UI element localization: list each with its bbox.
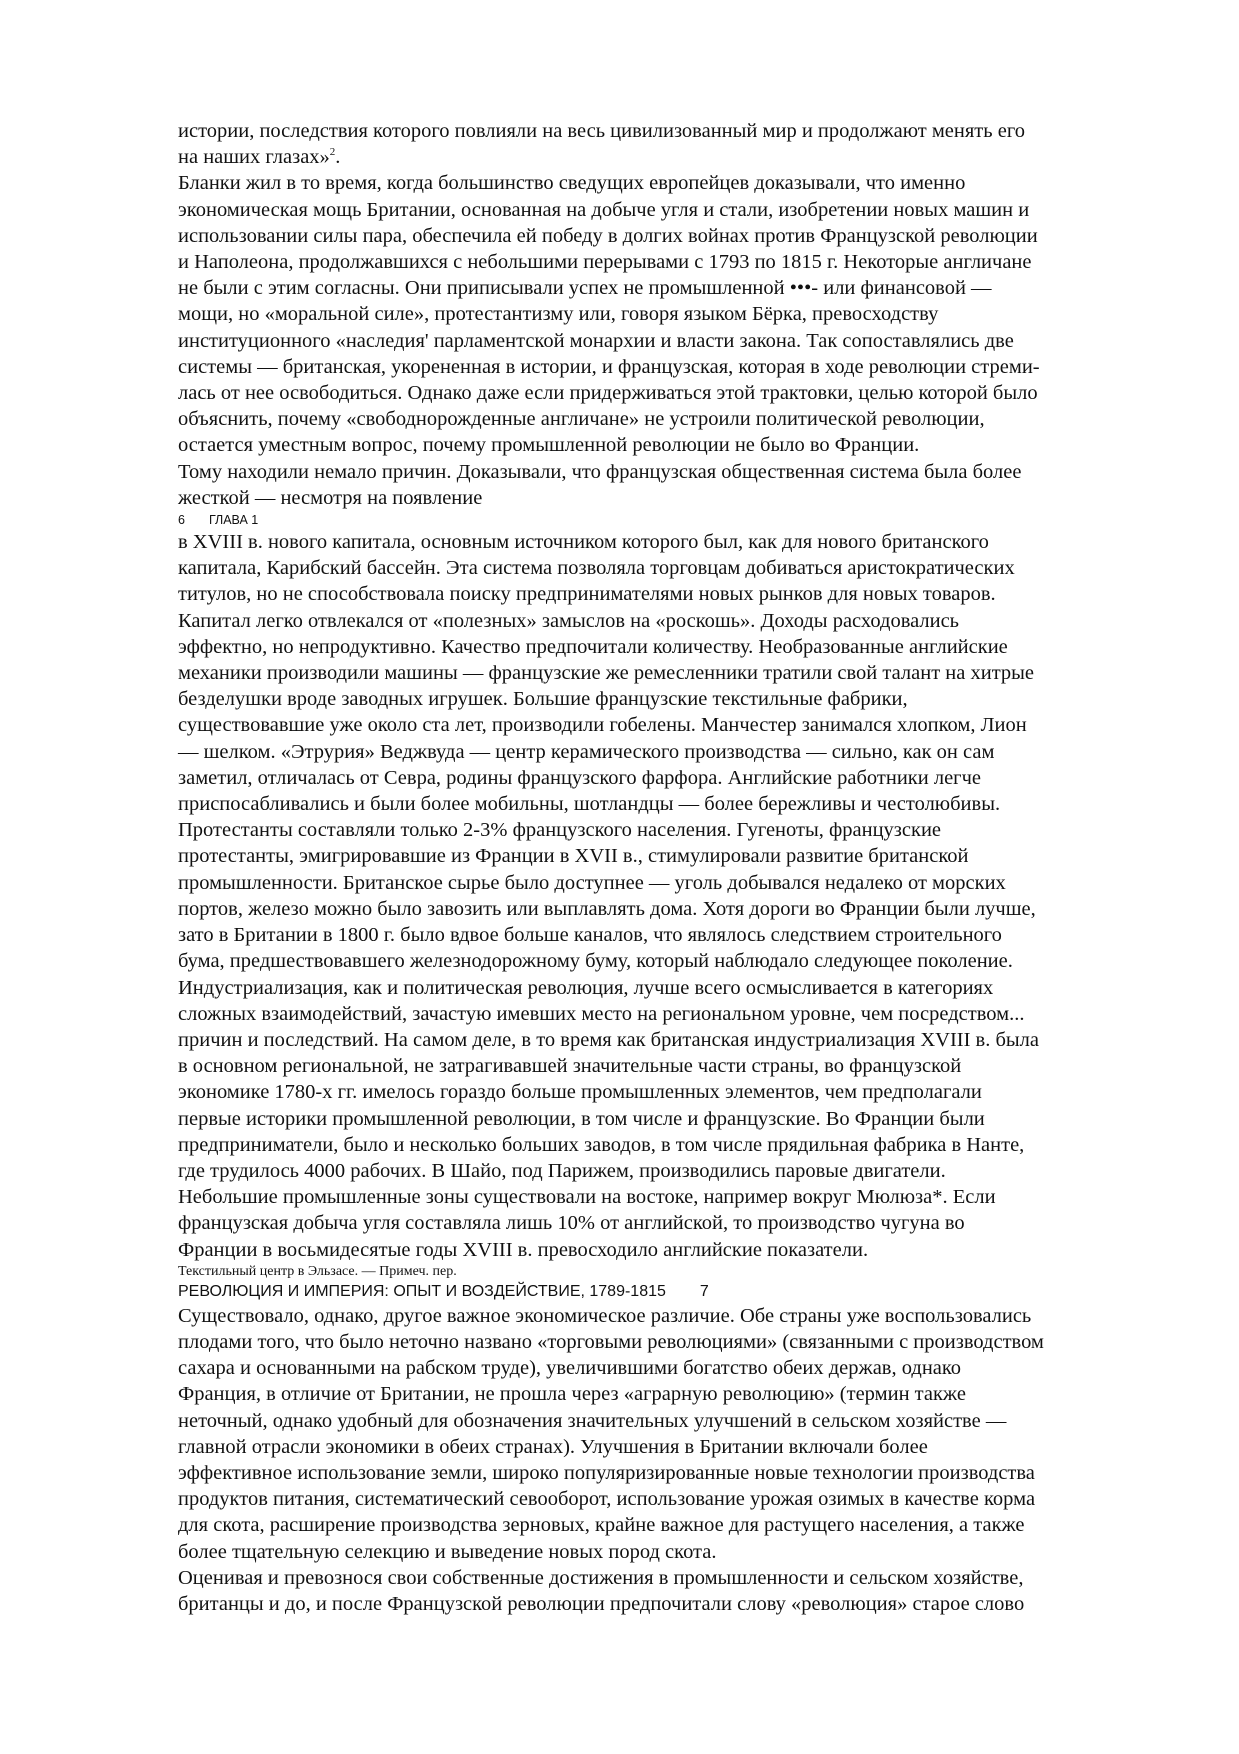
text-line: Существовало, однако, другое важное экономическое различие. Обе страны уже воспользовались: [178, 1304, 1032, 1327]
text-line: Небольшие промышленные зоны существовали на востоке, например вокруг Мюлюза*. Если: [178, 1186, 996, 1209]
text-line: эффективное использование земли, широко популяризированные новые технологии производства: [178, 1461, 1035, 1484]
text-line: бума, предшествовавшего железнодорожному буму, который наблюдало следующее поколение.: [178, 950, 1013, 973]
text-fragment: .: [335, 146, 341, 169]
text-line: французская добыча угля составляла лишь 10% от английской, то производство чугуна во: [178, 1212, 965, 1235]
text-line: остается уместным вопрос, почему промышленной революции не было во Франции.: [178, 434, 920, 457]
text-line: более тщательную селекцию и выведение новых пород скота.: [178, 1540, 717, 1563]
paragraph-achievements: [178, 1565, 1158, 1617]
text-line: Оценивая и превознося свои собственные достижения в промышленности и сельском хозяйстве,: [178, 1566, 1024, 1589]
paragraph-capital: [178, 529, 1158, 1263]
running-head-left: [178, 511, 1158, 529]
text-line: — шелком. «Этрурия» Веджвуда — центр керамического производства — сильно, как он сам: [178, 740, 995, 763]
text-line: капитала, Карибский бассейн. Эта система позволяла торговцам добиваться аристократических: [178, 557, 1015, 580]
text-line: плодами того, что было неточно названо «торговыми революциями» (связанными с производством: [178, 1330, 1044, 1353]
text-line: портов, железо можно было завозить или выплавлять дома. Хотя дороги во Франции были лучше,: [178, 897, 1036, 920]
text-line: первые историки промышленной революции, в том числе и французские. Во Франции были: [178, 1107, 985, 1130]
text-line: сложных взаимодействий, зачастую имевших место на региональном уровне, чем посредством...: [178, 1002, 1025, 1025]
text-line: Франция, в отличие от Британии, не прошла через «аграрную революцию» (термин также: [178, 1383, 966, 1406]
text-line: Франции в восьмидесятые годы XVIII в. превосходило английские показатели.: [178, 1238, 869, 1261]
text-line: предприниматели, было и несколько больших заводов, в том числе прядильная фабрика в Нанте,: [178, 1133, 1025, 1156]
text-line: приспосабливались и были более мобильны, шотландцы — более бережливы и честолюбивы.: [178, 793, 1001, 816]
paragraph-opening: [178, 118, 1158, 170]
text-line: британцы и до, и после Французской революции предпочитали слову «революция» старое слово: [178, 1592, 1025, 1615]
page-number: 7: [699, 1282, 709, 1300]
paragraph-reasons: [178, 459, 1158, 511]
footnote-ref: 2: [329, 146, 336, 159]
text-line: системы — британская, укорененная в истории, и французская, которая в ходе революции стреми-: [178, 355, 1040, 378]
paragraph-blanqui: [178, 170, 1158, 458]
text-line: причин и последствий. На самом деле, в то время как британская индустриализация XVIII в. была: [178, 1028, 1040, 1051]
text-line: [178, 144, 1158, 170]
text-line: Тому находили немало причин. Доказывали, что французская общественная система была более: [178, 460, 1022, 483]
text-line: Протестанты составляли только 2-3% французского населения. Гугеноты, французские: [178, 819, 942, 842]
text-line: экономике 1780-х гг. имелось гораздо больше промышленных элементов, чем предполагали: [178, 1081, 982, 1104]
text-line: лась от нее освободиться. Однако даже если придерживаться этой трактовки, целью которой было: [178, 382, 1038, 405]
text-line: и Наполеона, продолжавшихся с небольшими перерывами с 1793 по 1815 г. Некоторые англичане: [178, 251, 1032, 274]
text-line: Капитал легко отвлекался от «полезных» замыслов на «роскошь». Доходы расходовались: [178, 609, 960, 632]
text-line: существовавшие уже около ста лет, производили гобелены. Манчестер занимался хлопком, Лион: [178, 714, 1027, 737]
paragraph-agrarian: [178, 1303, 1158, 1565]
text-line: титулов, но не способствовала поиску предпринимателями новых рынков для новых товаров.: [178, 583, 996, 606]
text-line: экономическая мощь Британии, основанная на добыче угля и стали, изобретении новых машин и: [178, 198, 1030, 221]
text-line: жесткой — несмотря на появление: [178, 486, 483, 509]
running-head-right: [178, 1281, 1158, 1303]
text-line: сахара и основанными на рабском труде), увеличившими богатство обеих держав, однако: [178, 1357, 962, 1380]
text-line: безделушки вроде заводных игрушек. Большие французские текстильные фабрики,: [178, 688, 908, 711]
chapter-title: ГЛАВА 1: [208, 513, 259, 528]
footnote: Текстильный центр в Эльзасе. — Примеч. пер.: [178, 1263, 457, 1279]
text-line: продуктов питания, систематический севооборот, использование урожая озимых в качестве корма: [178, 1488, 1036, 1511]
text-line: использовании силы пара, обеспечила ей победу в долгих войнах против Французской революции: [178, 224, 1038, 247]
text-line: где трудилось 4000 рабочих. В Шайо, под Парижем, производились паровые двигатели.: [178, 1159, 946, 1182]
text-line: неточный, однако удобный для обозначения значительных улучшений в сельском хозяйстве —: [178, 1409, 1007, 1432]
text-line: протестанты, эмигрировавшие из Франции в XVII в., стимулировали развитие британской: [178, 845, 969, 868]
text-line: зато в Британии в 1800 г. было вдвое больше каналов, что являлось следствием строительного: [178, 924, 1002, 947]
text-line: не были с этим согласны. Они приписывали успех не промышленной •••- или финансовой —: [178, 277, 992, 300]
text-line: главной отрасли экономики в обеих странах). Улучшения в Британии включали более: [178, 1435, 928, 1458]
text-line: мощи, но «моральной силе», протестантизму или, говоря языком Бёрка, превосходству: [178, 303, 939, 326]
text-line: механики производили машины — французские же ремесленники тратили свой талант на хитрые: [178, 662, 1035, 685]
text-line: в основном региональной, не затрагивавшей значительные части страны, во французской: [178, 1055, 962, 1078]
text-line: промышленности. Британское сырье было доступнее — уголь добывался недалеко от морских: [178, 871, 1006, 894]
text-line: Индустриализация, как и политическая революция, лучше всего осмысливается в категориях: [178, 976, 994, 999]
text-line: эффектно, но непродуктивно. Качество предпочитали количеству. Необразованные английские: [178, 635, 1008, 658]
text-line: для скота, расширение производства зерновых, крайне важное для растущего населения, а также: [178, 1514, 1025, 1537]
text-line: в XVIII в. нового капитала, основным источником которого был, как для нового британского: [178, 531, 989, 554]
section-title: РЕВОЛЮЦИЯ И ИМПЕРИЯ: ОПЫТ И ВОЗДЕЙСТВИЕ, 1789-1815: [178, 1282, 666, 1300]
text-line: истории, последствия которого повлияли на весь цивилизованный мир и продолжают менять его: [178, 120, 1025, 142]
document-page: [178, 118, 1158, 1617]
text-line: институционного «наследия' парламентской монархии и власти закона. Так сопоставлялись две: [178, 329, 1014, 352]
text-line: объяснить, почему «свободнорожденные англичане» не устроили политической революции,: [178, 408, 985, 431]
page-number: 6: [178, 513, 185, 528]
text-fragment: на наших глазах»: [178, 146, 330, 169]
text-line: заметил, отличалась от Севра, родины французского фарфора. Английские работники легче: [178, 766, 981, 789]
text-line: Бланки жил в то время, когда большинство сведущих европейцев доказывали, что именно: [178, 172, 966, 195]
